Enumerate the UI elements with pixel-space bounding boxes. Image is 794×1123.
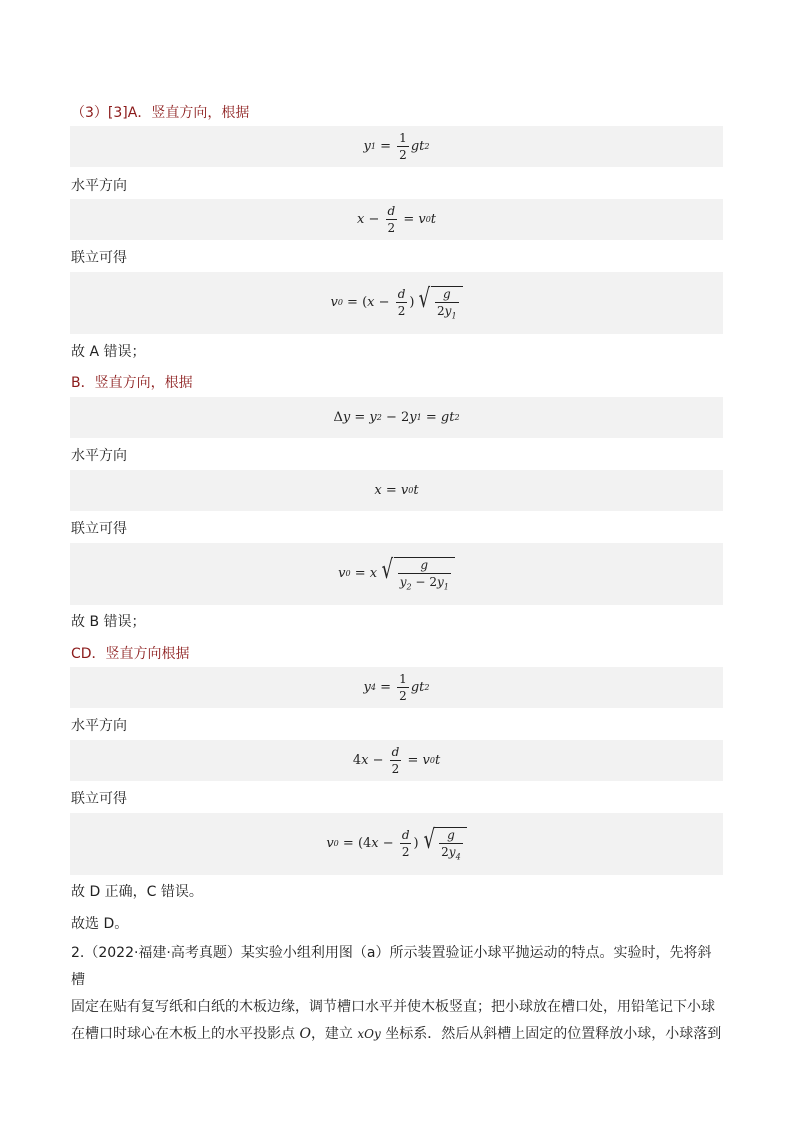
solution-part-cd-heading: CD．竖直方向根据 [71,646,190,662]
problem-2-text [71,940,723,1048]
solution-part-a-heading: （3）[3]A．竖直方向，根据 [71,105,250,121]
problem-line-1: 2.（2022·福建·高考真题）某实验小组利用图（a）所示装置验证小球平抛运动的特点。实验时，先将斜槽 [71,945,712,988]
conclusion-b: 故 B 错误； [71,614,146,630]
formula-b-horizontal: x = v 0 t [70,470,723,511]
problem-line-3: 在槽口时球心在木板上的水平投影点 O，建立 xOy 坐标系．然后从斜槽上固定的位置释放小球，小球落到 [71,1026,722,1042]
formula-a-vertical: y 1 = $\frac{1}{2}$ gt 2 [70,126,723,167]
combine-label: 联立可得 [71,250,127,266]
formula-a-result: v 0 = ( x − $\frac{d}{2}$ ) √ $\frac{g}{2y_1}$ [70,272,723,334]
conclusion-a: 故 A 错误； [71,344,146,360]
combine-label-cd: 联立可得 [71,791,127,807]
problem-line-2: 固定在贴有复写纸和白纸的木板边缘，调节槽口水平并使木板竖直；把小球放在槽口处，用铅笔记下小球 [71,999,715,1015]
final-answer: 故选 D。 [71,916,129,932]
formula-cd-horizontal: 4 x − $\frac{d}{2}$ = v 0 t [70,740,723,781]
horizontal-direction-label-b: 水平方向 [71,448,127,464]
horizontal-direction-label-cd: 水平方向 [71,718,127,734]
conclusion-cd: 故 D 正确，C 错误。 [71,884,203,900]
formula-b-vertical: Δ y = y 2 − 2 y 1 = gt 2 [70,397,723,438]
formula-cd-result: v 0 = (4 x − $\frac{d}{2}$ ) √ $\frac{g}{2y_4}$ [70,813,723,875]
formula-b-result: v 0 = x √ $\frac{g}{y_2 - 2y_1}$ [70,543,723,605]
solution-part-b-heading: B．竖直方向，根据 [71,375,193,391]
combine-label-b: 联立可得 [71,521,127,537]
formula-cd-vertical: y 4 = $\frac{1}{2}$ gt 2 [70,667,723,708]
horizontal-direction-label: 水平方向 [71,178,127,194]
formula-a-horizontal: x − $\frac{d}{2}$ = v 0 t [70,199,723,240]
